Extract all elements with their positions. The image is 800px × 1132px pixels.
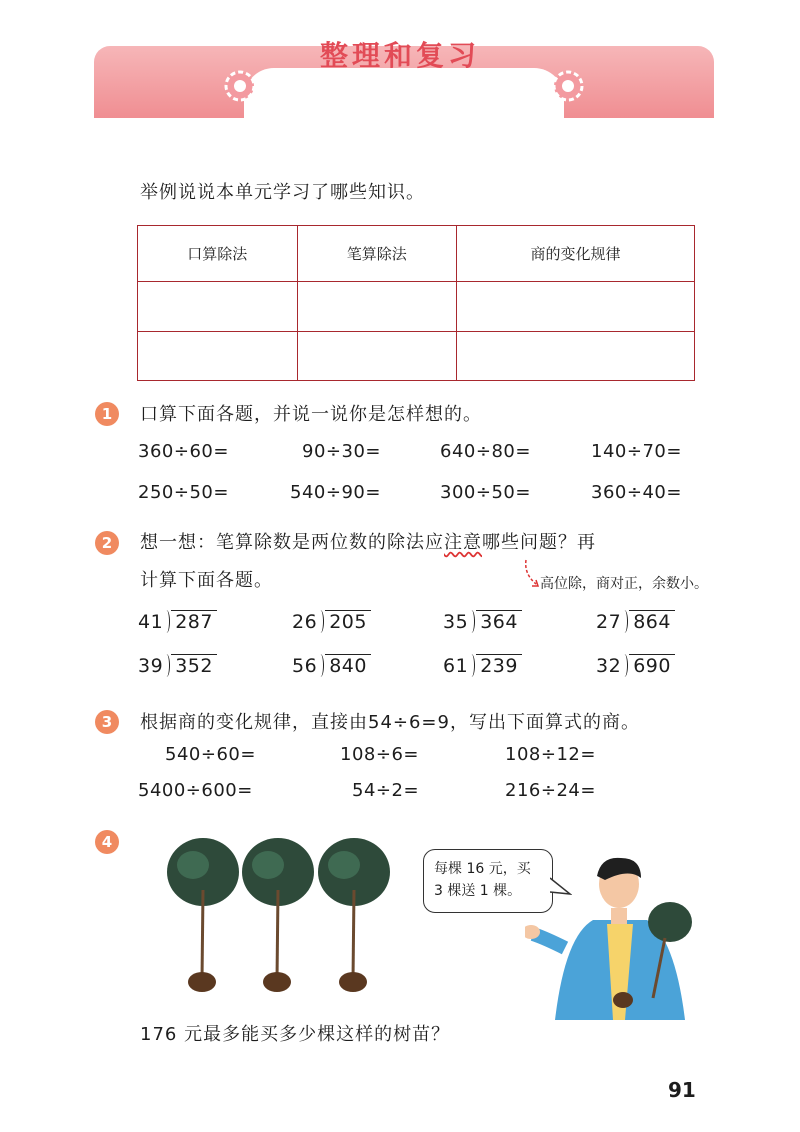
dividend: 690 <box>629 654 675 677</box>
question-text: 口算下面各题，并说一说你是怎样想的。 <box>140 404 482 425</box>
seller-man-illustration <box>525 848 700 1020</box>
table-cell[interactable] <box>297 282 457 332</box>
tree-icon <box>242 838 314 992</box>
table-cell[interactable] <box>138 331 298 381</box>
math-exercise: 108÷12= <box>505 744 596 765</box>
divisor: 61 <box>443 655 469 677</box>
math-exercise: 54÷2= <box>352 780 420 801</box>
dividend: 352 <box>171 654 217 677</box>
divisor: 32 <box>596 655 622 677</box>
long-division <box>138 610 217 633</box>
tree-sapling-illustration <box>158 830 398 1000</box>
bubble-line: 每棵 16 元，买 <box>434 861 531 877</box>
tree-icon <box>167 838 239 992</box>
math-exercise: 140÷70= <box>591 441 682 462</box>
math-exercise: 108÷6= <box>340 744 419 765</box>
banner-tab <box>244 68 564 118</box>
math-exercise: 90÷30= <box>302 441 381 462</box>
dividend: 205 <box>325 610 371 633</box>
long-division <box>596 610 675 633</box>
math-exercise: 216÷24= <box>505 780 596 801</box>
divisor: 39 <box>138 655 164 677</box>
math-exercise: 640÷80= <box>440 441 531 462</box>
table-header: 口算除法 <box>138 226 298 282</box>
bubble-line: 3 棵送 1 棵。 <box>434 883 522 899</box>
divisor: 27 <box>596 611 622 633</box>
question-text-line2: 计算下面各题。 <box>140 570 273 591</box>
dividend: 840 <box>325 654 371 677</box>
divisor: 41 <box>138 611 164 633</box>
math-exercise: 250÷50= <box>138 482 229 503</box>
math-exercise: 5400÷600= <box>138 780 253 801</box>
divisor: 35 <box>443 611 469 633</box>
table-cell[interactable] <box>457 282 695 332</box>
table-cell[interactable] <box>297 331 457 381</box>
question-number-badge: 4 <box>95 830 119 854</box>
page-title: 整理和复习 <box>319 39 480 72</box>
question-number-badge: 1 <box>95 402 119 426</box>
emphasized-word: 注意 <box>444 532 482 553</box>
question-text-part: 哪些问题？再 <box>482 532 596 553</box>
tree-icon <box>318 838 390 992</box>
dividend: 864 <box>629 610 675 633</box>
divisor: 56 <box>292 655 318 677</box>
word-problem-question: 176 元最多能买多少棵这样的树苗？ <box>140 1024 451 1045</box>
dividend: 287 <box>171 610 217 633</box>
table-header: 商的变化规律 <box>457 226 695 282</box>
math-exercise: 540÷90= <box>290 482 381 503</box>
long-division <box>292 654 371 677</box>
dividend: 364 <box>476 610 522 633</box>
question-number-badge: 3 <box>95 710 119 734</box>
question-number-badge: 2 <box>95 531 119 555</box>
math-exercise: 360÷40= <box>591 482 682 503</box>
hint-arrow-icon <box>522 558 542 590</box>
math-exercise: 300÷50= <box>440 482 531 503</box>
long-division <box>596 654 675 677</box>
question-text <box>140 528 596 554</box>
math-exercise: 540÷60= <box>165 744 256 765</box>
divisor: 26 <box>292 611 318 633</box>
dividend: 239 <box>476 654 522 677</box>
question-text: 根据商的变化规律，直接由54÷6=9，写出下面算式的商。 <box>140 712 640 733</box>
hint-text: 高位除，商对正，余数小。 <box>540 576 708 592</box>
question-text-part: 想一想：笔算除数是两位数的除法应 <box>140 532 444 553</box>
flower-gear-icon <box>548 66 588 106</box>
math-exercise: 360÷60= <box>138 441 229 462</box>
intro-text: 举例说说本单元学习了哪些知识。 <box>140 182 425 203</box>
page-number: 91 <box>668 1078 696 1102</box>
long-division <box>138 654 217 677</box>
knowledge-table <box>137 225 695 381</box>
long-division <box>443 654 522 677</box>
table-cell[interactable] <box>138 282 298 332</box>
long-division <box>443 610 522 633</box>
long-division <box>292 610 371 633</box>
table-header: 笔算除法 <box>297 226 457 282</box>
table-cell[interactable] <box>457 331 695 381</box>
flower-gear-icon <box>220 66 260 106</box>
